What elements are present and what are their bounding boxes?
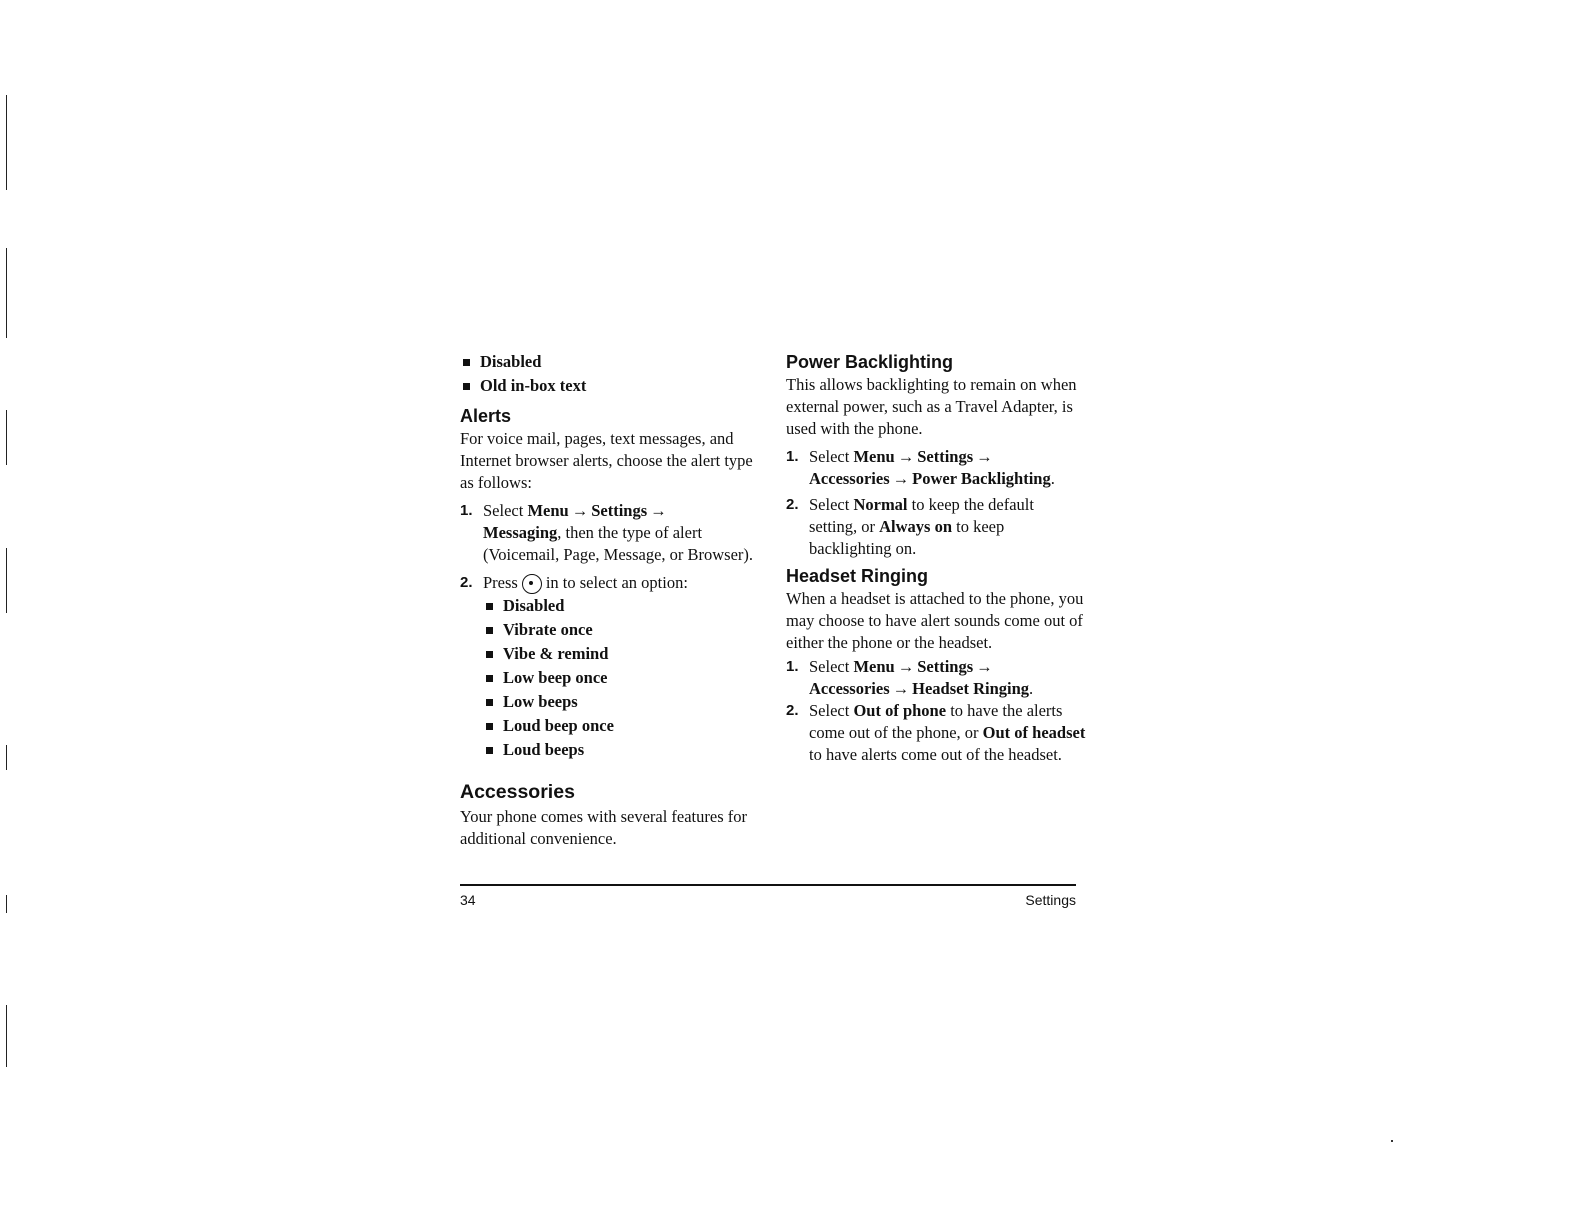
alerts-step-1 xyxy=(460,500,760,566)
step-text: Select xyxy=(483,501,524,520)
menu-label: Menu xyxy=(853,657,895,676)
list-item: Vibe & remind xyxy=(483,642,760,666)
menu-label: Menu xyxy=(527,501,569,520)
step-text: Press xyxy=(483,573,518,592)
accessories-label: Accessories xyxy=(809,679,890,698)
headset-step-1 xyxy=(786,656,1086,700)
accessories-intro: Your phone comes with several features for additional convenience. xyxy=(460,807,747,849)
settings-label: Settings xyxy=(917,657,974,676)
messaging-label: Messaging xyxy=(483,523,558,542)
backlighting-intro: This allows backlighting to remain on when external power, such as a Travel Adapter, is used with the phone. xyxy=(786,375,1077,438)
arrow-icon: → xyxy=(897,447,915,466)
step-number: 2. xyxy=(786,702,799,719)
out-of-phone-label: Out of phone xyxy=(853,701,947,720)
step-number: 1. xyxy=(786,658,799,675)
arrow-icon: → xyxy=(976,657,993,676)
headset-heading: Headset Ringing xyxy=(786,566,929,586)
alert-options-list xyxy=(483,594,760,762)
navigation-key-icon xyxy=(522,574,542,594)
step-number: 2. xyxy=(786,496,799,513)
step-number: 1. xyxy=(460,502,473,519)
alerts-intro: For voice mail, pages, text messages, and Internet browser alerts, choose the alert type as follows: xyxy=(460,429,753,492)
left-column xyxy=(460,350,760,850)
backlighting-step-2 xyxy=(786,494,1086,560)
top-bullet-list xyxy=(460,350,760,398)
step-text: to keep the default setting, or xyxy=(809,495,1034,536)
headset-steps xyxy=(786,656,1086,766)
footer-rule xyxy=(460,884,1076,886)
settings-label: Settings xyxy=(591,501,648,520)
arrow-icon: → xyxy=(892,469,910,488)
backlighting-steps xyxy=(786,446,1086,560)
list-item: Old in-box text xyxy=(460,374,760,398)
edge-mark xyxy=(6,745,7,770)
edge-mark xyxy=(6,548,7,613)
alerts-step-2 xyxy=(460,572,760,594)
normal-label: Normal xyxy=(853,495,908,514)
list-item: Disabled xyxy=(483,594,760,618)
power-backlighting-label: Power Backlighting xyxy=(912,469,1051,488)
arrow-icon: → xyxy=(650,501,667,520)
step-text: . xyxy=(1050,469,1055,488)
step-text: Select xyxy=(809,495,850,514)
list-item: Low beeps xyxy=(483,690,760,714)
list-item: Loud beeps xyxy=(483,738,760,762)
always-on-label: Always on xyxy=(879,517,953,536)
headset-step-2 xyxy=(786,700,1086,766)
step-text: , then the type of alert (Voicemail, Page, Message, or Browser). xyxy=(483,523,754,564)
edge-mark xyxy=(6,895,7,913)
list-item: Low beep once xyxy=(483,666,760,690)
alerts-heading: Alerts xyxy=(460,406,512,426)
settings-label: Settings xyxy=(917,447,974,466)
list-item: Loud beep once xyxy=(483,714,760,738)
alerts-steps xyxy=(460,500,760,594)
step-text: to have alerts come out of the headset. xyxy=(809,745,1062,764)
out-of-headset-label: Out of headset xyxy=(982,723,1086,742)
step-text: in to select an option: xyxy=(545,573,688,592)
running-head: Settings xyxy=(1025,892,1076,908)
list-item: Vibrate once xyxy=(483,618,760,642)
arrow-icon: → xyxy=(897,657,915,676)
arrow-icon: → xyxy=(571,501,589,520)
right-column xyxy=(786,350,1086,766)
edge-mark xyxy=(6,95,7,190)
step-text: Select xyxy=(809,447,850,466)
accessories-heading: Accessories xyxy=(460,781,575,804)
arrow-icon: → xyxy=(976,447,993,466)
scan-speck xyxy=(1391,1140,1393,1142)
edge-mark xyxy=(6,1005,7,1067)
accessories-label: Accessories xyxy=(809,469,890,488)
step-number: 2. xyxy=(460,574,473,591)
arrow-icon: → xyxy=(892,679,910,698)
edge-mark xyxy=(6,248,7,338)
step-text: Select xyxy=(809,657,850,676)
step-text: to keep backlighting on. xyxy=(809,517,1005,558)
headset-intro: When a headset is attached to the phone, you may choose to have alert sounds come out of either the phone or the headset. xyxy=(786,589,1084,652)
backlighting-step-1 xyxy=(786,446,1086,490)
step-number: 1. xyxy=(786,448,799,465)
step-text: Select xyxy=(809,701,850,720)
list-item: Disabled xyxy=(460,350,760,374)
headset-ringing-label: Headset Ringing xyxy=(912,679,1030,698)
step-text: . xyxy=(1029,679,1034,698)
menu-label: Menu xyxy=(853,447,895,466)
backlighting-heading: Power Backlighting xyxy=(786,352,954,372)
page-number: 34 xyxy=(460,892,476,908)
step-text: to have the alerts come out of the phone, or xyxy=(809,701,1063,742)
edge-mark xyxy=(6,410,7,465)
